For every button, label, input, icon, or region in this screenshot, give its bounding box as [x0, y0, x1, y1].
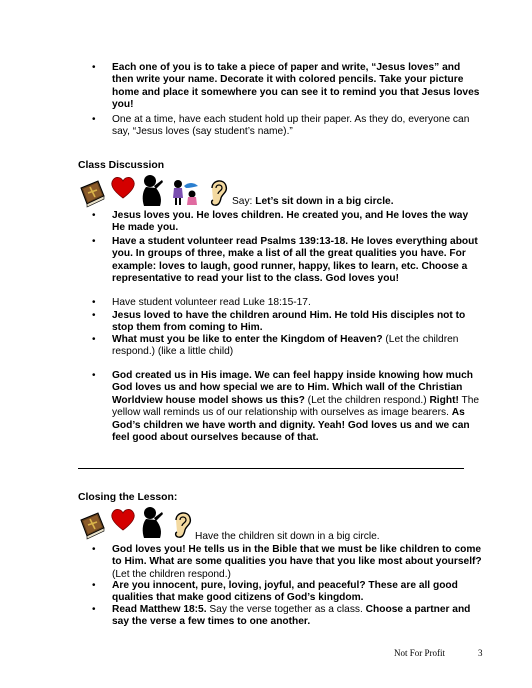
closing-heading: Closing the Lesson:: [78, 492, 178, 503]
list-item: • One at a time, have each student hold up their paper. As they do, everyone can say, “Jesus loves (say student’s name).”: [92, 114, 470, 138]
icon-row: [78, 506, 198, 546]
bible-icon: [78, 178, 106, 208]
page-number: 3: [478, 648, 483, 658]
ear-icon: [206, 176, 230, 208]
list-item: • What must you be like to enter the Kingdom of Heaven? (Let the children respond.) (like a little child): [92, 334, 459, 358]
list-item: • Read Matthew 18:5. Say the verse together as a class. Choose a partner and say the verse a few times to one another.: [92, 604, 471, 628]
list-item: • God loves you! He tells us in the Bible that we must be like children to come to Him. What are some qualities you have that you like most about yourself? (Let the children respond.): [92, 544, 482, 580]
heart-icon: [110, 508, 136, 532]
list-item: • Each one of you is to take a piece of paper and write, “Jesus loves” and then write your name. Decorate it with colored pencils. Take your picture home and place it somewhere you can see it to remind you that Jesus loves you!: [92, 62, 480, 111]
say-instruction: Say: Let’s sit down in a big circle.: [232, 196, 394, 207]
footer-label: Not For Profit: [394, 648, 446, 658]
list-item: • Have a student volunteer read Psalms 139:13-18. He loves everything about you. In groups of three, make a list of all the great qualities you have. For example: loves to laugh, good runner, happy, likes to learn, etc. Choose a representative to read your list to the class. God loves you!: [92, 236, 478, 285]
list-item: • Jesus loves you. He loves children. He created you, and He loves the way He made you.: [92, 210, 469, 234]
list-item: • Have student volunteer read Luke 18:15-17.: [92, 297, 311, 308]
closing-instruction: Have the children sit down in a big circle.: [195, 531, 380, 542]
praying-child-icon: [140, 506, 166, 540]
children-bird-icon: [170, 176, 202, 208]
bible-icon: [78, 510, 106, 540]
list-item: • Are you innocent, pure, loving, joyful, and peaceful? These are all good qualities that make good citizens of God’s kingdom.: [92, 580, 458, 604]
ear-icon: [170, 508, 194, 540]
list-item: • God created us in His image. We can feel happy inside knowing how much God loves us and how special we are to Him. Which wall of the Christian Worldview house model shows us this? (Let the children respond.) Right! The yellow wall reminds us of our relationship with ourselves as image bearers. As God’s children we have worth and dignity. Yeah! God loves us and we can feel good about ourselves because of that.: [92, 370, 480, 444]
praying-child-icon: [140, 174, 166, 208]
class-discussion-heading: Class Discussion: [78, 160, 165, 171]
section-divider: [78, 468, 464, 469]
list-item: • Jesus loved to have the children around Him. He told His disciples not to stop them from coming to Him.: [92, 310, 466, 334]
heart-icon: [110, 176, 136, 200]
icon-row: [78, 174, 238, 214]
